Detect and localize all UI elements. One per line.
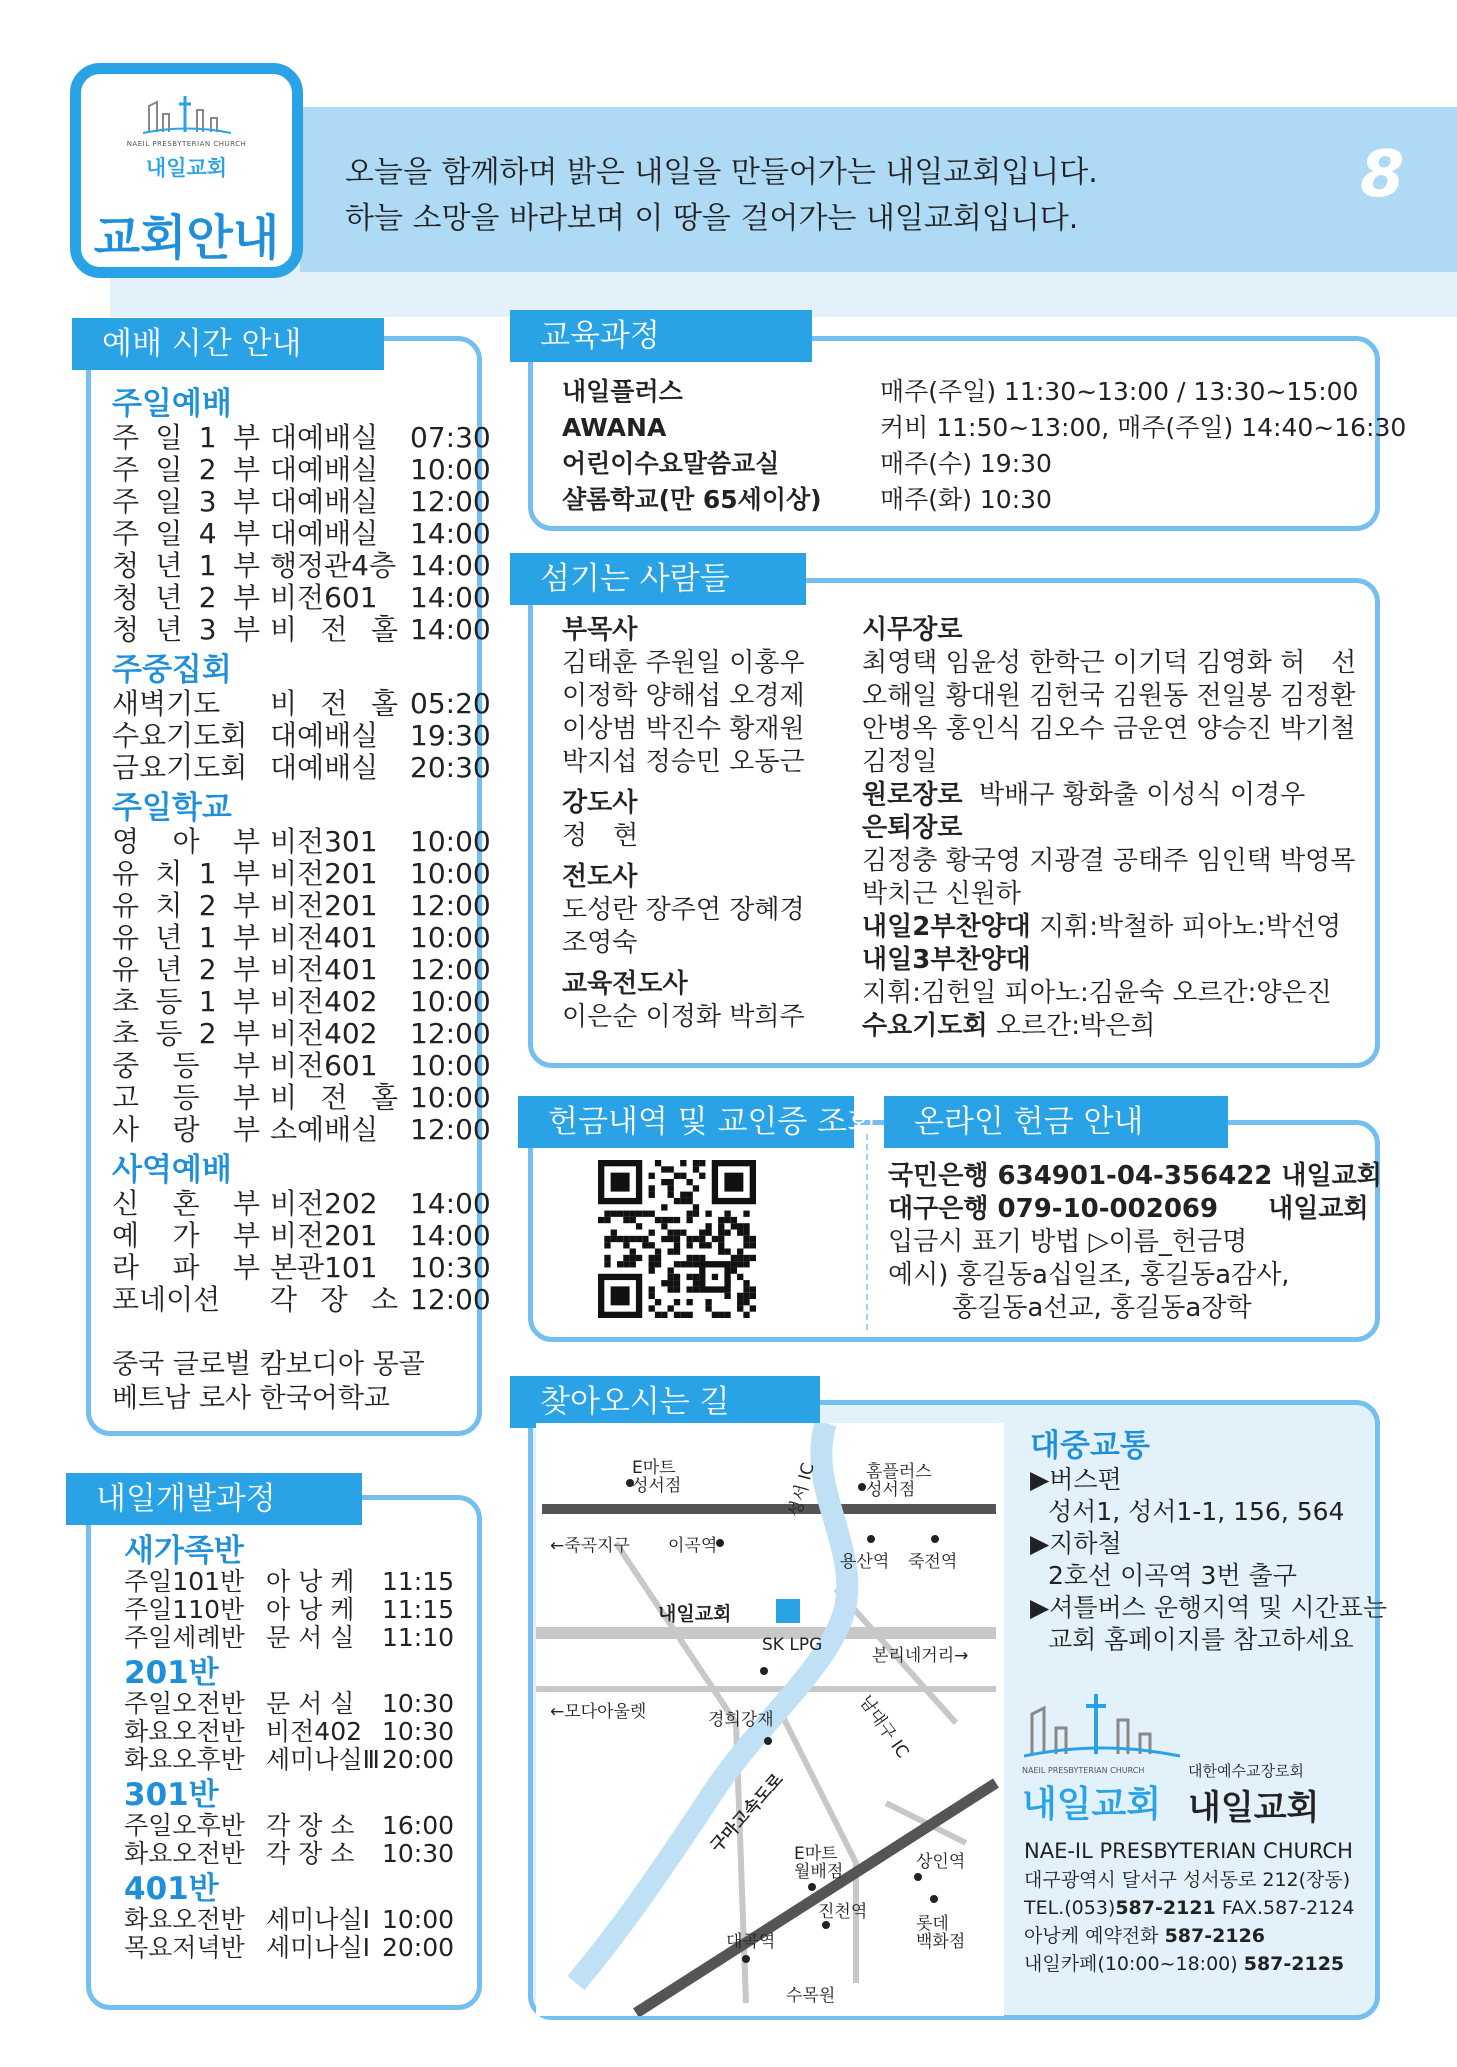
service-location: 비전202 [270,1187,378,1220]
service-name: 초 등 2 부 [112,1017,260,1050]
course-row [124,1812,454,1840]
church-logo-icon [1022,1690,1182,1760]
service-name: 청 년 1 부 [112,549,260,582]
education-row [562,374,1406,410]
service-time: 14:00 [410,581,491,614]
course-row [124,1568,454,1596]
education-row [562,446,1406,482]
map-label-lotte: 롯데 백화점 [916,1914,966,1952]
course-time: 20:00 [382,1745,455,1774]
course-name: 목요저녁반 [124,1933,245,1962]
service-location: 비전201 [270,857,378,890]
course-name: 화요오후반 [124,1745,245,1774]
service-location: 비전402 [270,985,378,1018]
map-label-homeplus: 홈플러스 성서점 [866,1462,932,1500]
service-location: 비전301 [270,825,378,858]
service-name: 주 일 4 부 [112,517,260,550]
pastors-list [562,614,805,1034]
map-label-namdaegu: 남대구 IC [855,1691,913,1762]
bank-account-1: 국민은행 634901-04-356422 내일교회 [888,1161,1382,1191]
logo-box [70,63,303,278]
worship-row [112,954,491,986]
service-name: 초 등 1 부 [112,985,260,1018]
course-row [124,1934,454,1962]
course-name: 주일110반 [124,1595,245,1624]
map-label-emart-wolbae: E마트 월배점 [794,1844,844,1882]
service-location: 비전601 [270,581,378,614]
worship-row [112,422,491,454]
course-location: 문 서 실 [266,1623,355,1652]
development-tab: 내일개발과정 [66,1473,362,1525]
service-name: 주 일 3 부 [112,485,260,518]
map-label-jukgok: ←죽곡지구 [550,1536,630,1556]
worship-footer-2: 베트남 로사 한국어학교 [112,1383,390,1414]
retired-names [862,845,1356,911]
service-name: 유 년 2 부 [112,953,260,986]
service-location: 본관101 [270,1251,378,1284]
qr-code-icon[interactable] [598,1160,756,1318]
service-name: 라 파 부 [112,1251,260,1284]
service-time: 14:00 [410,613,491,646]
worship-section-title: 주일학교 [112,790,232,826]
map-label-yongsan: 용산역 [840,1552,890,1572]
service-name: 수요기도회 [112,719,248,752]
map-label-bonri: 본리네거리→ [872,1646,969,1666]
service-time: 10:00 [410,1081,491,1114]
course-time: 11:15 [382,1567,455,1596]
course-name: 주일오전반 [124,1689,245,1718]
online-offering-tab: 온라인 헌금 안내 [884,1096,1228,1148]
course-row [124,1690,454,1718]
emeritus-title: 원로장로 [862,780,963,810]
bus-title: ▶버스편 [1030,1465,1122,1494]
staff-names: 김태훈 주원일 이홍우 [562,648,805,678]
elder-names-line: 오해일 황대원 김헌국 김원동 전일봉 김정환 [862,681,1356,711]
service-location: 비전201 [270,889,378,922]
service-time: 19:30 [410,719,491,752]
church-logo-icon [141,92,233,134]
worship-row [112,1114,491,1146]
course-time: 10:30 [382,1839,455,1868]
map-label-seongseo-ic: 성서 IC [785,1460,819,1520]
elder-names-line: 최영택 임윤성 한학근 이기덕 김영화 허 선 [862,648,1357,678]
course-location: 문 서 실 [266,1689,355,1718]
bank-account-2-holder: 내일교회 [1268,1194,1369,1224]
staff-names: 박지섭 정승민 오동근 [562,747,805,777]
course-time: 10:30 [382,1689,455,1718]
worship-tab: 예배 시간 안내 [72,318,384,370]
staff-group-title: 부목사 [562,615,638,645]
shuttle-info-1: ▶셔틀버스 운행지역 및 시간표는 [1030,1593,1388,1622]
service-time: 12:00 [410,953,491,986]
transit-title: 대중교통 [1030,1428,1150,1464]
service-time: 10:00 [410,453,491,486]
worship-row [112,720,491,752]
course-location: 세미나실Ⅲ [266,1745,380,1774]
service-name: 유 치 1 부 [112,857,260,890]
map-label-daegok: 대곡역 [726,1932,776,1952]
service-name: 금요기도회 [112,751,248,784]
elder-names-line: 김정일 [862,747,938,777]
logo-korean-text: 내일교회 [1022,1784,1162,1825]
church-name: 내일교회 [1188,1788,1320,1828]
course-time: 11:15 [382,1595,455,1624]
wednesday-staff: 오르간:박은희 [995,1011,1156,1041]
worship-row [112,922,491,954]
staff-names: 이상범 박진수 황재원 [562,714,805,744]
wednesday-row [862,1010,1356,1043]
course-time: 16:00 [382,1811,455,1840]
service-time: 12:00 [410,1283,491,1316]
course-row [124,1624,454,1652]
service-name: 유 년 1 부 [112,921,260,954]
service-time: 14:00 [410,549,491,582]
directions-tab: 찾아오시는 길 [510,1376,820,1428]
service-location: 대예배실 [270,485,379,518]
worship-row [112,582,491,614]
anangke-number: 587-2126 [1164,1925,1266,1947]
worship-row [112,890,491,922]
logo-english-text: NAEIL PRESBYTERIAN CHURCH [126,140,247,148]
cafe-prefix: 내일카페(10:00~18:00) [1024,1953,1238,1975]
fax-number: FAX.587-2124 [1221,1897,1355,1919]
course-time: 20:00 [382,1933,455,1962]
program-time: 매주(수) 19:30 [880,449,1052,478]
worship-row [112,1018,491,1050]
emeritus-row [862,779,1356,812]
offering-lookup-tab: 헌금내역 및 교인증 조회 [518,1096,854,1148]
service-location: 행정관4층 [270,549,397,582]
worship-row [112,486,491,518]
service-time: 12:00 [410,1113,491,1146]
staff-names: 이정학 양해섭 오경제 [562,681,805,711]
course-row [124,1840,454,1868]
course-location: 비전402 [266,1717,363,1746]
subway-title: ▶지하철 [1030,1529,1122,1558]
choir2-title: 내일2부찬양대 [862,912,1031,942]
service-time: 12:00 [410,1017,491,1050]
staff-names: 조영숙 [562,928,638,958]
choir3-title: 내일3부찬양대 [862,945,1031,975]
staff-names: 정 현 [562,821,639,851]
course-section-title: 401반 [124,1871,219,1907]
service-time: 07:30 [410,421,491,454]
development-schedule [124,1534,454,1962]
course-location: 각 장 소 [266,1839,355,1868]
bank-account-2 [888,1193,1382,1226]
course-name: 주일오후반 [124,1811,245,1840]
church-marker [776,1599,800,1623]
elders-list [862,614,1356,1043]
service-location: 대예배실 [270,719,379,752]
service-time: 05:20 [410,687,491,720]
course-location: 아 낭 케 [266,1595,355,1624]
staff-names: 도성란 장주연 장혜경 [562,895,805,925]
service-location: 비 전 홀 [270,613,398,646]
course-section-title: 201반 [124,1655,219,1691]
education-tab: 교육과정 [510,310,812,362]
course-location: 세미나실Ⅰ [266,1905,370,1934]
service-name: 중 등 부 [112,1049,260,1082]
education-list [562,374,1406,518]
course-name: 화요오전반 [124,1839,245,1868]
worship-row [112,614,491,646]
map-label-sangin: 상인역 [916,1852,966,1872]
service-location: 대예배실 [270,751,379,784]
worship-section-title: 사역예배 [112,1152,232,1188]
worship-section-title: 주일예배 [112,386,232,422]
service-name: 고 등 부 [112,1081,260,1114]
service-name: 청 년 2 부 [112,581,260,614]
slogan-line-1: 오늘을 함께하며 밝은 내일을 만들어가는 내일교회입니다. [345,155,1098,190]
deposit-example-1: 예시) 홍길동a십일조, 홍길동a감사, [888,1260,1290,1290]
program-name: 어린이수요말씀교실 [562,449,780,478]
course-name: 화요오전반 [124,1717,245,1746]
emeritus-names: 박배구 황화출 이성식 이경우 [979,780,1306,810]
church-address: 대구광역시 달서구 성서동로 212(장동) [1024,1869,1351,1891]
service-time: 12:00 [410,485,491,518]
church-phone [1024,1894,1355,1922]
service-time: 10:00 [410,825,491,858]
service-location: 비전401 [270,953,378,986]
service-location: 소예배실 [270,1113,379,1146]
worship-row [112,1220,491,1252]
map-label-emart-seoseo: E마트 성서점 [632,1458,682,1496]
program-name: 샬롬학교(만 65세이상) [562,485,822,514]
service-time: 14:00 [410,1187,491,1220]
service-time: 12:00 [410,889,491,922]
worship-row [112,1188,491,1220]
location-map[interactable] [536,1423,1004,2016]
elders-names [862,647,1356,779]
servants-tab: 섬기는 사람들 [510,553,806,605]
program-time: 커비 11:50~13:00, 매주(주일) 14:40~16:30 [880,413,1407,442]
service-name: 영 아 부 [112,825,260,858]
staff-names: 이은순 이정화 박희주 [562,1002,805,1032]
retired-names-line: 박치근 신원하 [862,879,1021,909]
cafe-number: 587-2125 [1243,1953,1345,1975]
service-time: 20:30 [410,751,491,784]
service-location: 비 전 홀 [270,1081,398,1114]
worship-row [112,986,491,1018]
service-name: 포네이션 [112,1283,221,1316]
map-label-jukjeon: 죽전역 [908,1552,958,1572]
service-time: 10:30 [410,1251,491,1284]
course-location: 세미나실Ⅰ [266,1933,370,1962]
staff-group-title: 전도사 [562,862,638,892]
program-name: AWANA [562,413,667,442]
service-name: 새벽기도 [112,687,221,720]
worship-row [112,688,491,720]
worship-row [112,858,491,890]
deposit-note: 입금시 표기 방법 ▷이름_헌금명 [888,1227,1248,1257]
worship-row [112,752,491,784]
course-row [124,1596,454,1624]
logo-english-text: NAEIL PRESBYTERIAN CHURCH [1022,1766,1145,1775]
cafe-phone [1024,1950,1355,1978]
bank-account-2-number: 대구은행 079-10-002069 [888,1194,1219,1224]
anangke-prefix: 아낭케 예약전화 [1024,1925,1159,1947]
retired-names-line: 김정충 황국영 지광결 공태주 임인택 박영목 [862,846,1356,876]
tel-prefix: TEL.(053) [1024,1897,1116,1919]
retired-title: 은퇴장로 [862,813,963,843]
service-name: 청 년 3 부 [112,613,260,646]
choir3-staff: 지휘:김헌일 피아노:김윤숙 오르간:양은진 [862,978,1332,1008]
education-row [562,410,1406,446]
map-label-moda: ←모다아울렛 [550,1702,647,1722]
worship-section-title: 주중집회 [112,652,232,688]
logo-korean-text: 내일교회 [145,156,228,180]
service-name: 예 가 부 [112,1219,260,1252]
course-row [124,1718,454,1746]
elder-names-line: 안병옥 홍인식 김오수 금운연 양승진 박기철 [862,714,1356,744]
bus-routes: 성서1, 성서1-1, 156, 564 [1048,1497,1345,1526]
choir2-staff: 지휘:박철하 피아노:박선영 [1039,912,1342,942]
offering-divider [866,1134,868,1330]
worship-row [112,518,491,550]
service-location: 비전401 [270,921,378,954]
worship-row [112,1082,491,1114]
slogan-line-2: 하늘 소망을 바라보며 이 땅을 걸어가는 내일교회입니다. [345,201,1079,236]
deposit-example-2: 홍길동a선교, 홍길동a장학 [952,1293,1252,1323]
worship-footer-1: 중국 글로벌 캄보디아 몽골 [112,1349,425,1380]
service-location: 각 장 소 [270,1283,398,1316]
service-location: 대예배실 [270,517,379,550]
church-english-name: NAE-IL PRESBYTERIAN CHURCH [1024,1839,1353,1863]
course-row [124,1746,454,1774]
transit-info [1030,1428,1387,1656]
course-name: 주일세례반 [124,1623,245,1652]
service-time: 10:00 [410,1049,491,1082]
course-time: 10:00 [382,1905,455,1934]
wednesday-title: 수요기도회 [862,1011,988,1041]
worship-row [112,454,491,486]
service-location: 비전201 [270,1219,378,1252]
elders-title: 시무장로 [862,615,963,645]
service-name: 유 치 2 부 [112,889,260,922]
staff-group-title: 강도사 [562,788,638,818]
course-location: 아 낭 케 [266,1567,355,1596]
worship-schedule [112,386,491,1316]
map-label-church: 내일교회 [658,1603,732,1625]
service-time: 10:00 [410,921,491,954]
shuttle-info-2: 교회 홈페이지를 참고하세요 [1048,1625,1354,1654]
choir2-row [862,911,1356,944]
service-location: 대예배실 [270,421,379,454]
service-name: 주 일 1 부 [112,421,260,454]
page-number: 8 [1360,138,1405,212]
subway-info: 2호선 이곡역 3번 출구 [1048,1561,1297,1590]
service-location: 비전402 [270,1017,378,1050]
worship-row [112,1252,491,1284]
map-label-sumok: 수목원 [786,1986,836,2006]
service-time: 10:00 [410,857,491,890]
course-section-title: 301반 [124,1777,219,1813]
denomination: 대한예수교장로회 [1188,1762,1304,1780]
staff-group-title: 교육전도사 [562,969,688,999]
course-location: 각 장 소 [266,1811,355,1840]
map-label-sklpg: SK LPG [762,1635,823,1655]
worship-row [112,1284,491,1316]
service-name: 사 랑 부 [112,1113,260,1146]
program-time: 매주(주일) 11:30~13:00 / 13:30~15:00 [880,377,1359,406]
education-row [562,482,1406,518]
service-location: 비전601 [270,1049,378,1082]
service-name: 주 일 2 부 [112,453,260,486]
anangke-phone [1024,1922,1355,1950]
course-row [124,1906,454,1934]
service-time: 14:00 [410,1219,491,1252]
program-name: 내일플러스 [562,377,683,406]
course-name: 화요오전반 [124,1905,245,1934]
bank-info [888,1160,1382,1325]
tel-number: 587-2121 [1115,1897,1216,1919]
map-label-kyunghee: 경희강재 [708,1710,774,1730]
worship-row [112,1050,491,1082]
service-location: 대예배실 [270,453,379,486]
worship-row [112,826,491,858]
course-section-title: 새가족반 [124,1533,244,1569]
map-label-gumi-highway: 구마고속도로 [706,1769,788,1857]
course-name: 주일101반 [124,1567,245,1596]
program-time: 매주(화) 10:30 [880,485,1052,514]
service-name: 신 혼 부 [112,1187,260,1220]
service-location: 비 전 홀 [270,687,398,720]
worship-row [112,550,491,582]
church-contact [1024,1836,1355,1978]
service-time: 14:00 [410,517,491,550]
course-time: 10:30 [382,1717,455,1746]
map-label-igok: 이곡역 [668,1536,718,1556]
page-title: 교회안내 [93,210,280,266]
service-time: 10:00 [410,985,491,1018]
course-time: 11:10 [382,1623,455,1652]
map-label-jincheon: 진천역 [818,1902,868,1922]
